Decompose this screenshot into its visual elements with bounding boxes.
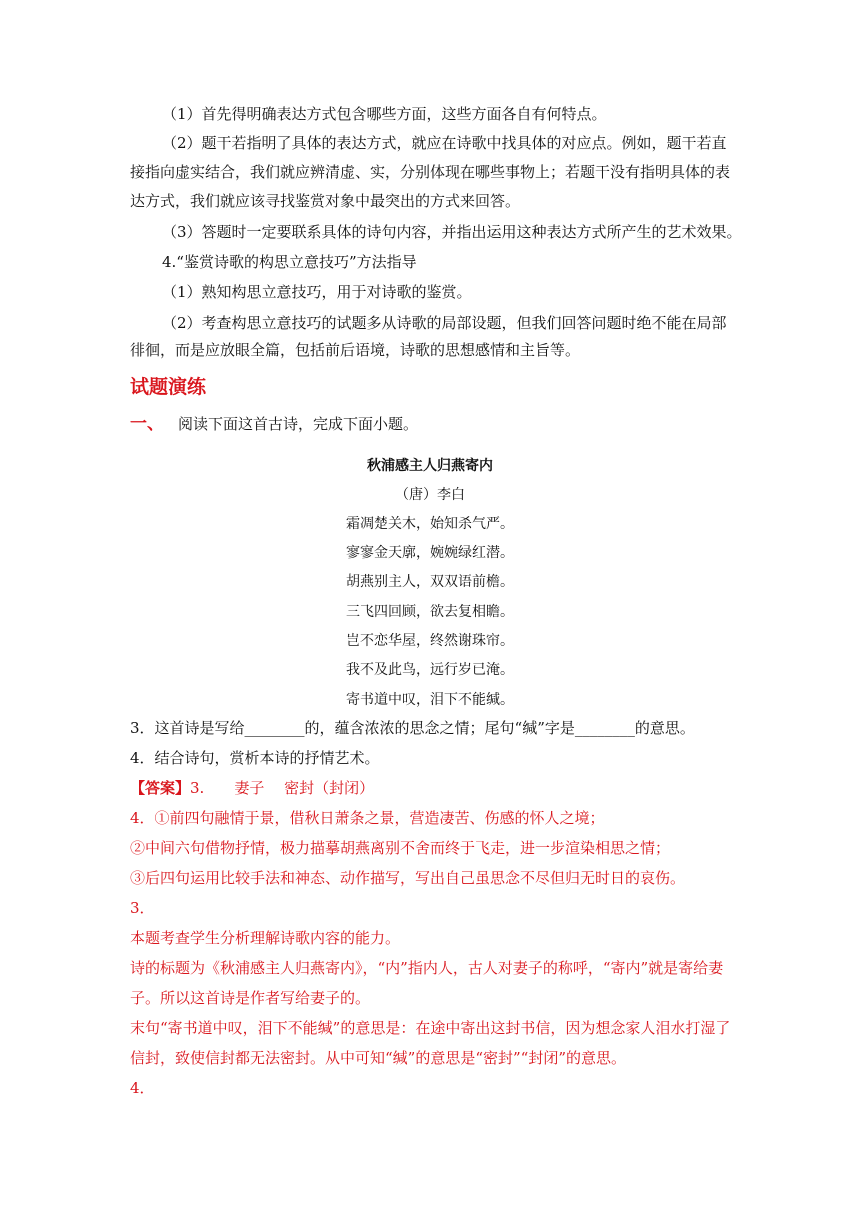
guidance-p2-line2: 接指向虚实结合，我们就应辨清虚、实，分别体现在哪些事物上；若题干没有指明具体的表 bbox=[130, 163, 731, 181]
poem-title: 秋浦感主人归燕寄内 bbox=[367, 458, 493, 474]
poem-line: 寥寥金天廓，婉婉绿红潜。 bbox=[346, 545, 514, 561]
question-number: 一、 bbox=[130, 414, 164, 434]
poem-author: （唐）李白 bbox=[395, 487, 465, 503]
question-4: 4．结合诗句，赏析本诗的抒情艺术。 bbox=[130, 749, 380, 767]
explanation-3-line2b: 子。所以这首诗是作者写给妻子的。 bbox=[130, 989, 371, 1007]
poem-line: 霜凋楚关木，始知杀气严。 bbox=[346, 516, 514, 532]
answer-line bbox=[130, 778, 730, 798]
explanation-4-number: 4． bbox=[130, 1079, 155, 1097]
guidance-p5-line1: （2）考查构思立意技巧的试题多从诗歌的局部设题，但我们回答问题时绝不能在局部 bbox=[162, 314, 727, 332]
answer-label: 【答案】 bbox=[130, 779, 191, 797]
explanation-3-number: 3． bbox=[130, 899, 155, 917]
explanation-3-line3b: 信封，致使信封都无法密封。从中可知“缄”的意思是“密封”“封闭”的意思。 bbox=[130, 1049, 627, 1067]
question-prompt: 阅读下面这首古诗，完成下面小题。 bbox=[178, 415, 419, 433]
guidance-p5-line2: 徘徊，而是应放眼全篇，包括前后语境，诗歌的思想感情和主旨等。 bbox=[130, 341, 581, 359]
section-title: 试题演练 bbox=[130, 376, 207, 398]
poem-line: 胡燕别主人，双双语前檐。 bbox=[346, 574, 514, 590]
guidance-p1: （1）首先得明确表达方式包含哪些方面，这些方面各自有何特点。 bbox=[162, 105, 607, 123]
answer-4-point-3: ③后四句运用比较手法和神态、动作描写，写出自己虽思念不尽但归无时日的哀伤。 bbox=[130, 869, 686, 887]
answer-4-point-2: ②中间六句借物抒情，极力描摹胡燕离别不舍而终于飞走，进一步渲染相思之情； bbox=[130, 839, 671, 857]
answer-3: 3. 妻子 密封（封闭） bbox=[190, 779, 375, 797]
question-3: 3．这首诗是写给________的，蕴含浓浓的思念之情；尾句“缄”字是________的意思。 bbox=[130, 719, 695, 737]
poem-line: 寄书道中叹，泪下不能缄。 bbox=[346, 692, 514, 708]
guidance-p3: （3）答题时一定要联系具体的诗句内容，并指出运用这种表达方式所产生的艺术效果。 bbox=[162, 223, 742, 241]
guidance-p2-line3: 达方式，我们就应该寻找鉴赏对象中最突出的方式来回答。 bbox=[130, 192, 521, 210]
guidance-p4: （1）熟知构思立意技巧，用于对诗歌的鉴赏。 bbox=[162, 283, 472, 301]
poem-line: 岂不恋华屋，终然谢珠帘。 bbox=[346, 633, 514, 649]
poem-line: 我不及此鸟，远行岁已淹。 bbox=[346, 662, 514, 678]
explanation-3-line2a: 诗的标题为《秋浦感主人归燕寄内》，“内”指内人，古人对妻子的称呼，“寄内”就是寄给妻 bbox=[130, 959, 724, 977]
guidance-heading-4: 4.“鉴赏诗歌的构思立意技巧”方法指导 bbox=[162, 253, 417, 271]
guidance-p2-line1: （2）题干若指明了具体的表达方式，就应在诗歌中找具体的对应点。例如，题干若直 bbox=[162, 134, 727, 152]
explanation-3-line1: 本题考查学生分析理解诗歌内容的能力。 bbox=[130, 929, 401, 947]
question-heading bbox=[130, 414, 730, 434]
explanation-3-line3a: 末句“寄书道中叹，泪下不能缄”的意思是：在途中寄出这封书信，因为想念家人泪水打湿了 bbox=[130, 1019, 731, 1037]
answer-4-point-1: 4．①前四句融情于景，借秋日萧条之景，营造凄苦、伤感的怀人之境； bbox=[130, 809, 605, 827]
poem-line: 三飞四回顾，欲去复相瞻。 bbox=[346, 604, 514, 620]
